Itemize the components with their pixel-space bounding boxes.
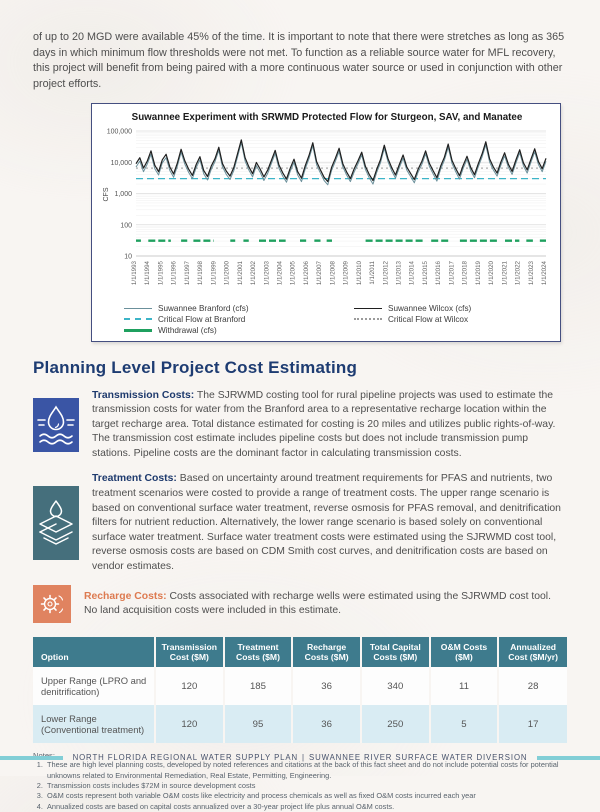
svg-text:1/1/2006: 1/1/2006 [302, 260, 310, 285]
transmission-costs-body: The SJRWMD costing tool for rural pipeline projects was used to estimate the transmission costs for water from the Branford area to a representative recharge location within the target recharge area. Total distance estimated for costing is 20 miles and utilizes public rights-of-way. The transmission cost estimate includes pipeline costs but does not include transmission pump stations. Pipeline costs are the dominant factor in calculating transmission costs. [92, 389, 556, 459]
col-om: O&M Costs ($M) [430, 637, 499, 667]
svg-text:1/1/2010: 1/1/2010 [355, 260, 363, 285]
svg-text:100: 100 [120, 221, 132, 229]
svg-text:10: 10 [124, 253, 132, 261]
legend-swatch [124, 318, 152, 320]
footer-divider: | [302, 753, 305, 762]
svg-text:1/1/2005: 1/1/2005 [289, 260, 297, 285]
col-transmission: Transmission Cost ($M) [155, 637, 224, 667]
recharge-costs-paragraph [84, 590, 567, 619]
footer-rule-right [537, 756, 600, 760]
svg-text:1/1/1994: 1/1/1994 [144, 260, 152, 285]
svg-text:1/1/2021: 1/1/2021 [501, 260, 509, 285]
svg-text:1/1/2016: 1/1/2016 [435, 260, 443, 285]
svg-text:1/1/2000: 1/1/2000 [223, 260, 231, 285]
svg-text:1/1/1995: 1/1/1995 [157, 260, 165, 285]
svg-text:1/1/2017: 1/1/2017 [448, 260, 456, 285]
svg-text:1/1/2014: 1/1/2014 [408, 260, 416, 285]
legend-item [124, 315, 354, 324]
svg-text:1/1/1998: 1/1/1998 [197, 260, 205, 285]
table-row-upper-range [33, 667, 567, 705]
note-item: 2. Transmission costs includes $72M in source development costs [45, 781, 567, 791]
value-cell: 11 [430, 667, 499, 705]
chart-legend [124, 304, 554, 335]
value-cell: 95 [224, 705, 293, 743]
cost-table [33, 637, 567, 743]
legend-swatch [354, 308, 382, 309]
value-cell: 185 [224, 667, 293, 705]
filter-layers-icon [33, 486, 79, 560]
svg-text:1/1/2024: 1/1/2024 [541, 260, 548, 285]
svg-text:1/1/2013: 1/1/2013 [395, 260, 403, 285]
legend-label: Suwannee Branford (cfs) [158, 303, 249, 313]
section-heading: Planning Level Project Cost Estimating [33, 357, 358, 377]
legend-label: Critical Flow at Wilcox [388, 314, 469, 324]
svg-text:1/1/2002: 1/1/2002 [250, 260, 258, 285]
value-cell: 5 [430, 705, 499, 743]
flow-chart-panel [91, 103, 561, 342]
transmission-costs-lead: Transmission Costs: [92, 389, 195, 401]
value-cell: 340 [361, 667, 430, 705]
svg-text:1/1/2022: 1/1/2022 [514, 260, 522, 285]
footer-plan-name: NORTH FLORIDA REGIONAL WATER SUPPLY PLAN [72, 753, 299, 762]
svg-text:1/1/1996: 1/1/1996 [170, 260, 178, 285]
value-cell: 120 [155, 705, 224, 743]
col-treatment: Treatment Costs ($M) [224, 637, 293, 667]
cost-item-recharge [33, 585, 567, 623]
legend-item [124, 326, 354, 335]
legend-label: Suwannee Wilcox (cfs) [388, 303, 472, 313]
water-drop-waves-icon [33, 398, 79, 452]
svg-text:1/1/1993: 1/1/1993 [131, 260, 138, 285]
treatment-costs-body: Based on uncertainty around treatment requirements for PFAS and nutrients, two treatment scenarios were costed to provide a range of treatment costs. The upper range scenario is based on conventional surface water treatment, reverse osmosis for PFAS removal, and denitrification filters for nutrient reduction. Alternatively, the lower range scenario is based solely on conventional surface water treatment. Surface water treatment costs were estimated using the SJRWMD cost tool, reverse osmosis costs are based on CDM Smith cost curves, and denitrification costs are based on vendor estimates. [92, 473, 561, 572]
svg-text:1/1/2003: 1/1/2003 [263, 260, 271, 285]
footer-project-name: SUWANNEE RIVER SURFACE WATER DIVERSION [308, 753, 528, 762]
intro-paragraph: of up to 20 MGD were available 45% of the time. It is important to note that there were stretches as long as 365 days in which minimum flow thresholds were not met. To function as a reliable source water for MFL recovery, this project will benefit from being paired with a more continuous water source or used in conjunction with other project efforts. [33, 31, 565, 90]
svg-text:1/1/1997: 1/1/1997 [183, 260, 191, 285]
svg-text:1,000: 1,000 [114, 190, 132, 198]
value-cell: 36 [292, 705, 361, 743]
legend-item [354, 315, 471, 324]
svg-text:10,000: 10,000 [110, 159, 132, 167]
option-cell: Upper Range (LPRO and denitrification) [33, 667, 155, 705]
col-recharge: Recharge Costs ($M) [292, 637, 361, 667]
legend-label: Withdrawal (cfs) [158, 325, 217, 335]
chart-title: Suwannee Experiment with SRWMD Protected Flow for Sturgeon, SAV, and Manatee [131, 111, 523, 123]
legend-item [354, 304, 471, 313]
legend-swatch [354, 318, 382, 320]
note-item: 1. These are high level planning costs, developed by noted references and citations at the back of this fact sheet and do not include potential costs for potential unknowns related to Environmental Remediation, Real Estate, Permitting, Engineering. [45, 760, 567, 781]
treatment-costs-paragraph [92, 472, 567, 574]
footer-rule-left [0, 756, 63, 760]
cost-table-header-row [33, 637, 567, 667]
svg-text:1/1/1999: 1/1/1999 [210, 260, 218, 285]
col-option: Option [33, 637, 155, 667]
value-cell: 36 [292, 667, 361, 705]
svg-text:1/1/2007: 1/1/2007 [316, 260, 324, 285]
value-cell: 28 [498, 667, 567, 705]
flow-time-series-chart [100, 126, 554, 303]
svg-text:1/1/2008: 1/1/2008 [329, 260, 337, 285]
recharge-costs-body: Costs associated with recharge wells were estimated using the SJRWMD cost tool. No land acquisition costs were included in this estimate. [84, 590, 551, 617]
legend-swatch [124, 308, 152, 309]
legend-item [124, 304, 354, 313]
col-total-capital: Total Capital Costs ($M) [361, 637, 430, 667]
value-cell: 17 [498, 705, 567, 743]
footer [0, 753, 600, 762]
svg-text:1/1/2011: 1/1/2011 [369, 260, 377, 285]
table-row-lower-range [33, 705, 567, 743]
svg-text:1/1/2012: 1/1/2012 [382, 260, 390, 285]
svg-text:1/1/2015: 1/1/2015 [421, 260, 429, 285]
value-cell: 120 [155, 667, 224, 705]
recharge-costs-lead: Recharge Costs: [84, 590, 167, 602]
svg-text:1/1/2020: 1/1/2020 [488, 260, 496, 285]
svg-text:100,000: 100,000 [106, 128, 132, 136]
svg-text:1/1/2019: 1/1/2019 [474, 260, 482, 285]
svg-text:1/1/2001: 1/1/2001 [236, 260, 244, 285]
legend-swatch [124, 329, 152, 332]
cost-item-treatment [33, 472, 567, 574]
cost-item-transmission [33, 389, 567, 462]
note-item: 3. O&M costs represent both variable O&M costs like electricity and process chemicals as well as fixed O&M costs incurred each year [45, 791, 567, 801]
svg-text:CFS: CFS [103, 187, 110, 202]
treatment-costs-lead: Treatment Costs: [92, 473, 177, 485]
footer-text [63, 753, 538, 762]
svg-text:1/1/2004: 1/1/2004 [276, 260, 284, 285]
option-cell: Lower Range (Conventional treatment) [33, 705, 155, 743]
transmission-costs-paragraph [92, 389, 567, 462]
note-item: 4. Annualized costs are based on capital costs annualized over a 30-year project life plus annual O&M costs. [45, 802, 567, 812]
value-cell: 250 [361, 705, 430, 743]
svg-text:1/1/2023: 1/1/2023 [527, 260, 535, 285]
svg-text:1/1/2018: 1/1/2018 [461, 260, 469, 285]
legend-label: Critical Flow at Branford [158, 314, 246, 324]
col-annualized: Annualized Cost ($M/yr) [498, 637, 567, 667]
gears-icon [33, 585, 71, 623]
svg-text:1/1/2009: 1/1/2009 [342, 260, 350, 285]
